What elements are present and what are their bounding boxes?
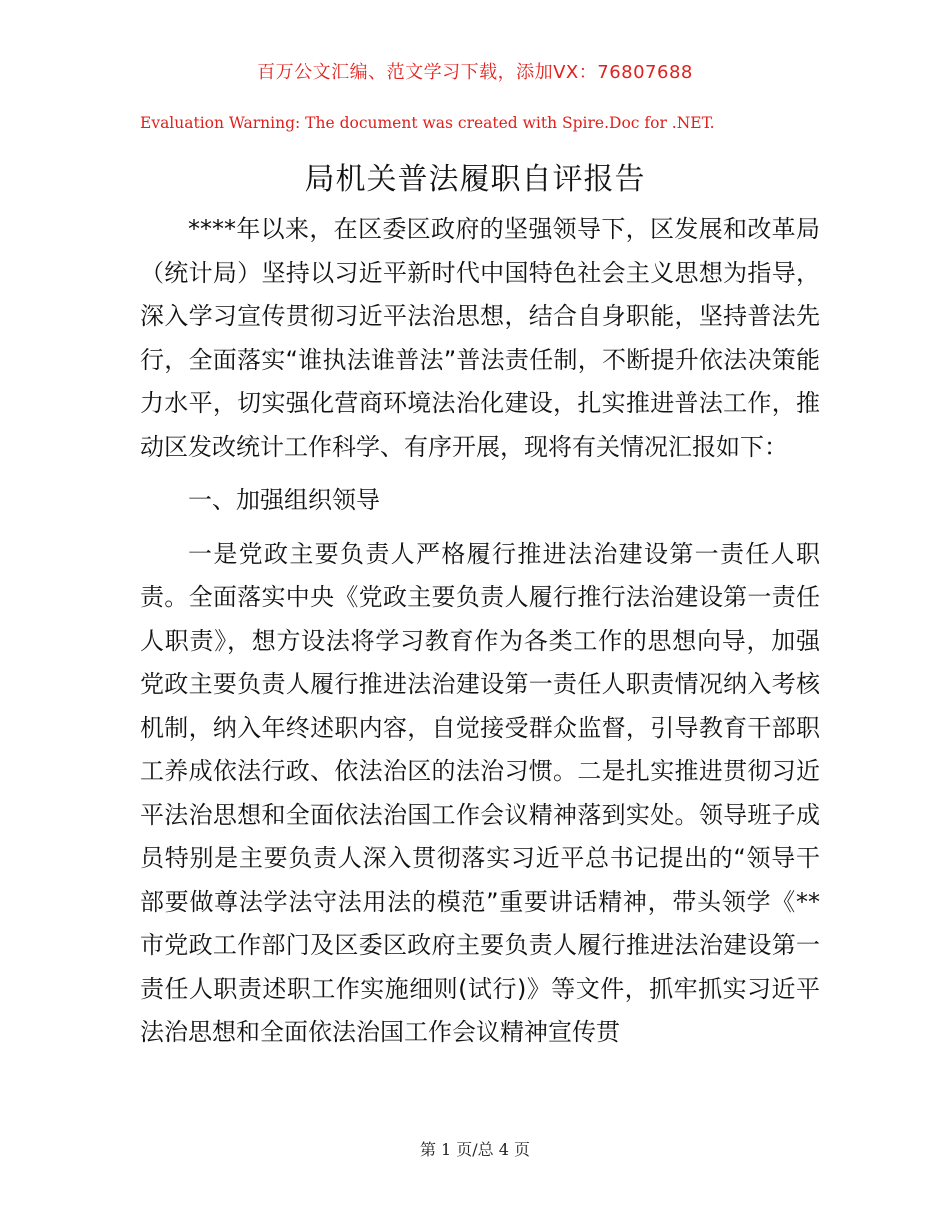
evaluation-warning: Evaluation Warning: The document was created with Spire.Doc for .NET. [140, 114, 715, 132]
document-title: 局机关普法履职自评报告 [304, 162, 646, 197]
page-indicator: 第 1 页/总 4 页 [419, 1140, 531, 1159]
promo-banner: 百万公文汇编、范文学习下载，添加VX：76807688 [257, 62, 693, 83]
document-body [140, 208, 820, 1055]
intro-paragraph: ****年以来，在区委区政府的坚强领导下，区发展和改革局（统计局）坚持以习近平新时代中国特色社会主义思想为指导，深入学习宣传贯彻习近平法治思想，结合自身职能，坚持普法先行，全面落实“谁执法谁普法”普法责任制，不断提升依法决策能力水平，切实强化营商环境法治化建设，扎实推进普法工作，推动区发改统计工作科学、有序开展，现将有关情况汇报如下： [140, 215, 820, 461]
section-heading: 一、加强组织领导 [188, 486, 380, 514]
body-paragraph: 一是党政主要负责人严格履行推进法治建设第一责任人职责。全面落实中央《党政主要负责人履行推行法治建设第一责任人职责》，想方设法将学习教育作为各类工作的思想向导，加强党政主要负责人履行推进法治建设第一责任人职责情况纳入考核机制，纳入年终述职内容，自觉接受群众监督，引导教育干部职工养成依法行政、依法治区的法治习惯。二是扎实推进贯彻习近平法治思想和全面依法治国工作会议精神落到实处。领导班子成员特别是主要负责人深入贯彻落实习近平总书记提出的“领导干部要做尊法学法守法用法的模范”重要讲话精神，带头领学《**市党政工作部门及区委区政府主要负责人履行推进法治建设第一责任人职责述职工作实施细则(试行)》等文件，抓牢抓实习近平法治思想和全面依法治国工作会议精神宣传贯 [140, 539, 820, 1046]
